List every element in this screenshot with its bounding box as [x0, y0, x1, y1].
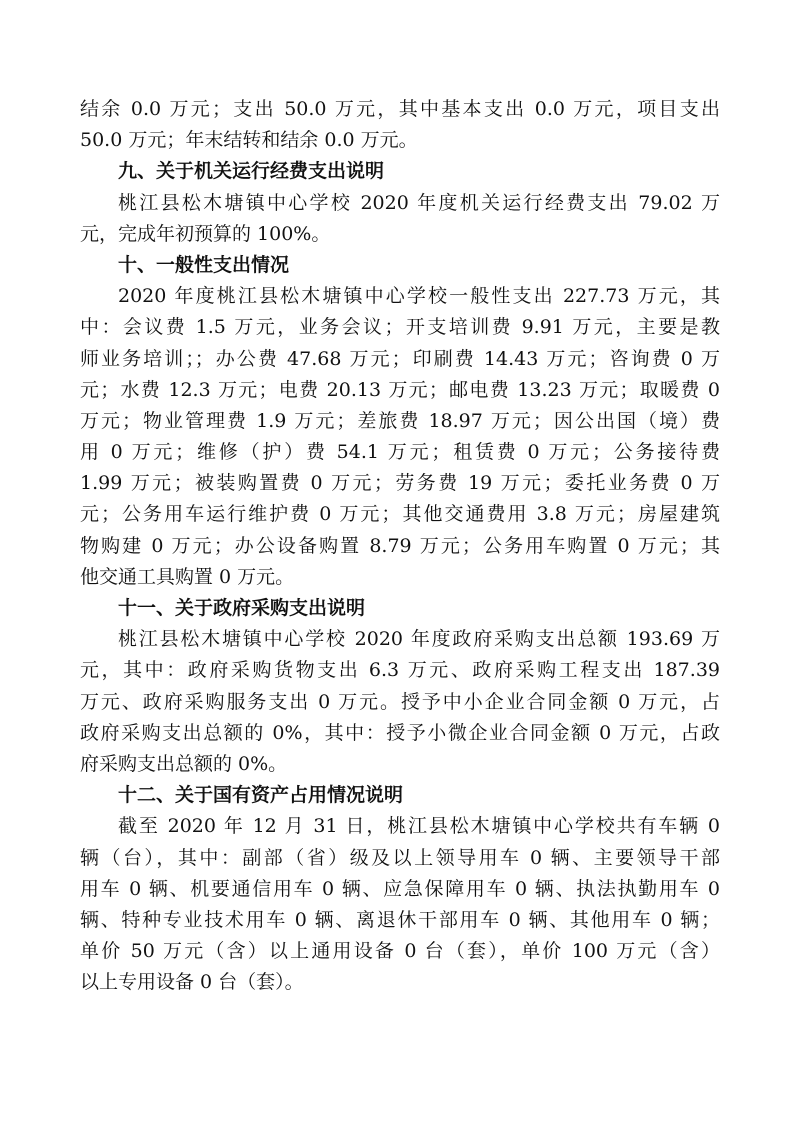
section-heading-11: 十一、关于政府采购支出说明: [118, 597, 366, 619]
paragraph-line: 中：会议费 1.5 万元，业务会议；开支培训费 9.91 万元，主要是教: [80, 316, 720, 339]
paragraph-line: 结余 0.0 万元；支出 50.0 万元，其中基本支出 0.0 万元，项目支出: [80, 98, 720, 120]
paragraph-line: 元；公务用车运行维护费 0 万元；其他交通费用 3.8 万元；房屋建筑: [80, 503, 720, 526]
paragraph-line: 以上专用设备 0 台（套）。: [80, 971, 304, 994]
paragraph-line: 桃江县松木塘镇中心学校 2020 年度机关运行经费支出 79.02 万: [118, 191, 720, 214]
document-body: [80, 94, 720, 998]
paragraph-line: 物购建 0 万元；办公设备购置 8.79 万元；公务用车购置 0 万元；其: [80, 534, 720, 557]
section-heading-9: 九、关于机关运行经费支出说明: [118, 160, 385, 183]
paragraph-line: 50.0 万元；年末结转和结余 0.0 万元。: [80, 129, 418, 152]
paragraph-line: 辆（台），其中：副部（省）级及以上领导用车 0 辆、主要领导干部: [80, 846, 720, 869]
paragraph-line: 师业务培训；；办公费 47.68 万元；印刷费 14.43 万元；咨询费 0 万: [80, 347, 720, 370]
paragraph-line: 元，完成年初预算的 100%。: [80, 222, 331, 245]
paragraph-line: 元；水费 12.3 万元；电费 20.13 万元；邮电费 13.23 万元；取暖费 0: [80, 378, 720, 401]
section-heading-10: 十、一般性支出情况: [118, 253, 290, 276]
paragraph-line: 政府采购支出总额的 0%，其中：授予小微企业合同金额 0 万元，占政: [80, 721, 720, 744]
paragraph-line: 用 0 万元；维修（护）费 54.1 万元；租赁费 0 万元；公务接待费: [80, 441, 720, 464]
paragraph-line: 桃江县松木塘镇中心学校 2020 年度政府采购支出总额 193.69 万: [118, 628, 720, 651]
paragraph-line: 用车 0 辆、机要通信用车 0 辆、应急保障用车 0 辆、执法执勤用车 0: [80, 877, 720, 900]
paragraph-line: 截至 2020 年 12 月 31 日，桃江县松木塘镇中心学校共有车辆 0: [118, 815, 720, 838]
paragraph-line: 单价 50 万元（含）以上通用设备 0 台（套），单价 100 万元（含）: [80, 940, 720, 963]
section-heading-12: 十二、关于国有资产占用情况说明: [118, 784, 404, 807]
paragraph-line: 府采购支出总额的 0%。: [80, 752, 288, 775]
paragraph-line: 辆、特种专业技术用车 0 辆、离退休干部用车 0 辆、其他用车 0 辆；: [80, 908, 720, 931]
paragraph-line: 万元；物业管理费 1.9 万元；差旅费 18.97 万元；因公出国（境）费: [80, 409, 720, 432]
paragraph-line: 万元、政府采购服务支出 0 万元。授予中小企业合同金额 0 万元，占: [80, 690, 720, 713]
paragraph-line: 2020 年度桃江县松木塘镇中心学校一般性支出 227.73 万元，其: [118, 285, 720, 308]
paragraph-line: 1.99 万元；被装购置费 0 万元；劳务费 19 万元；委托业务费 0 万: [80, 472, 720, 495]
paragraph-line: 元，其中：政府采购货物支出 6.3 万元、政府采购工程支出 187.39: [80, 659, 720, 682]
paragraph-line: 他交通工具购置 0 万元。: [80, 565, 295, 588]
